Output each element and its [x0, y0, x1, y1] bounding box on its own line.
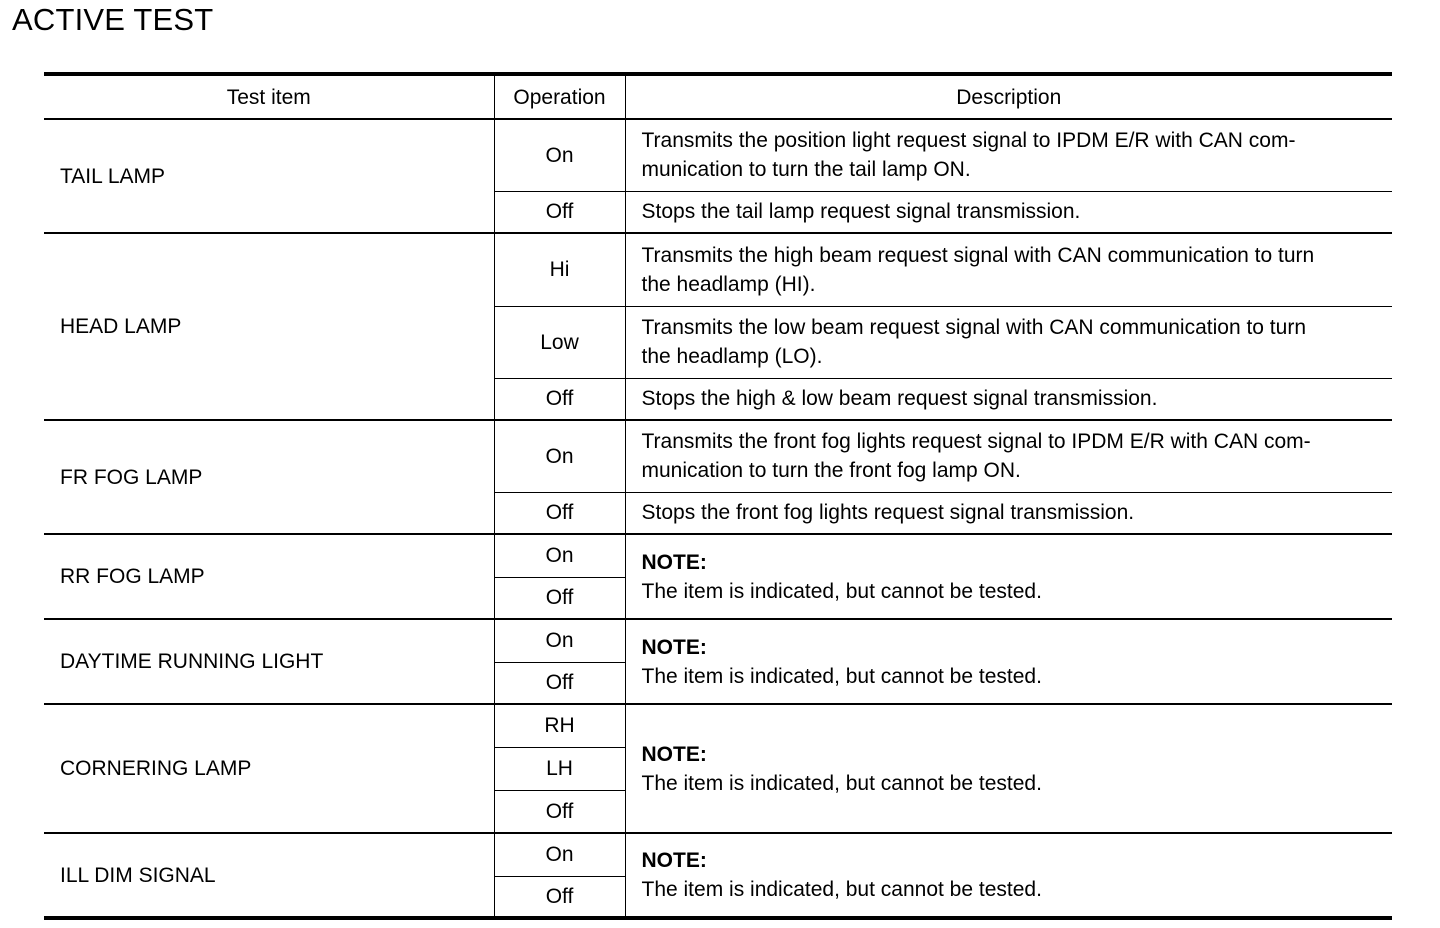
- description-line: the headlamp (HI).: [641, 272, 816, 296]
- operation-cell: Off: [494, 378, 625, 420]
- operation-cell: On: [494, 833, 625, 876]
- operation-cell: On: [494, 534, 625, 577]
- table-row: [44, 420, 1392, 492]
- note-text: The item is indicated, but cannot be tested.: [641, 579, 1042, 603]
- active-test-table: [44, 72, 1392, 920]
- table-row: [44, 704, 1392, 747]
- description-line: munication to turn the tail lamp ON.: [641, 158, 971, 182]
- operation-cell: Off: [494, 492, 625, 534]
- note-text: The item is indicated, but cannot be tested.: [641, 878, 1042, 901]
- page-title: ACTIVE TEST: [12, 2, 214, 37]
- description-cell: Stops the high & low beam request signal transmission.: [625, 378, 1392, 420]
- header-description: Description: [625, 74, 1392, 119]
- operation-cell: Low: [494, 306, 625, 378]
- description-cell: [625, 420, 1392, 492]
- note-text: The item is indicated, but cannot be tested.: [641, 664, 1042, 688]
- note-text: The item is indicated, but cannot be tested.: [641, 771, 1042, 795]
- note-label: NOTE:: [641, 849, 707, 872]
- test-item-head-lamp: HEAD LAMP: [44, 233, 494, 420]
- header-operation: Operation: [494, 74, 625, 119]
- description-cell: [625, 619, 1392, 704]
- operation-cell: Off: [494, 577, 625, 619]
- description-cell: Stops the front fog lights request signal transmission.: [625, 492, 1392, 534]
- test-item-cornering-lamp: CORNERING LAMP: [44, 704, 494, 833]
- description-line: the headlamp (LO).: [641, 345, 823, 368]
- description-cell: [625, 704, 1392, 833]
- description-line: Transmits the front fog lights request signal to IPDM E/R with CAN com-: [641, 430, 1311, 454]
- note-label: NOTE:: [641, 635, 707, 659]
- test-item-fr-fog-lamp: FR FOG LAMP: [44, 420, 494, 534]
- description-cell: [625, 233, 1392, 306]
- description-line: Transmits the low beam request signal with CAN communication to turn: [641, 316, 1306, 339]
- table-row: [44, 119, 1392, 191]
- note-label: NOTE:: [641, 550, 707, 574]
- table-row: [44, 233, 1392, 306]
- description-line: Transmits the position light request signal to IPDM E/R with CAN com-: [641, 129, 1296, 153]
- operation-cell: On: [494, 619, 625, 662]
- description-line: munication to turn the front fog lamp ON.: [641, 459, 1021, 483]
- test-item-tail-lamp: TAIL LAMP: [44, 119, 494, 233]
- table-row: [44, 619, 1392, 662]
- header-test-item: Test item: [44, 74, 494, 119]
- operation-cell: On: [494, 420, 625, 492]
- description-cell: [625, 833, 1392, 918]
- note-label: NOTE:: [641, 742, 707, 766]
- test-item-rr-fog-lamp: RR FOG LAMP: [44, 534, 494, 619]
- table-row: [44, 833, 1392, 876]
- description-cell: [625, 534, 1392, 619]
- description-line: Transmits the high beam request signal with CAN communication to turn: [641, 243, 1315, 267]
- table-header-row: [44, 74, 1392, 119]
- description-cell: Stops the tail lamp request signal transmission.: [625, 191, 1392, 233]
- operation-cell: Off: [494, 876, 625, 918]
- description-cell: [625, 306, 1392, 378]
- operation-cell: Off: [494, 662, 625, 704]
- description-cell: [625, 119, 1392, 191]
- operation-cell: RH: [494, 704, 625, 747]
- operation-cell: Off: [494, 191, 625, 233]
- operation-cell: Off: [494, 790, 625, 833]
- operation-cell: On: [494, 119, 625, 191]
- table-row: [44, 534, 1392, 577]
- test-item-ill-dim-signal: ILL DIM SIGNAL: [44, 833, 494, 918]
- test-item-daytime-running-light: DAYTIME RUNNING LIGHT: [44, 619, 494, 704]
- operation-cell: LH: [494, 747, 625, 790]
- operation-cell: Hi: [494, 233, 625, 306]
